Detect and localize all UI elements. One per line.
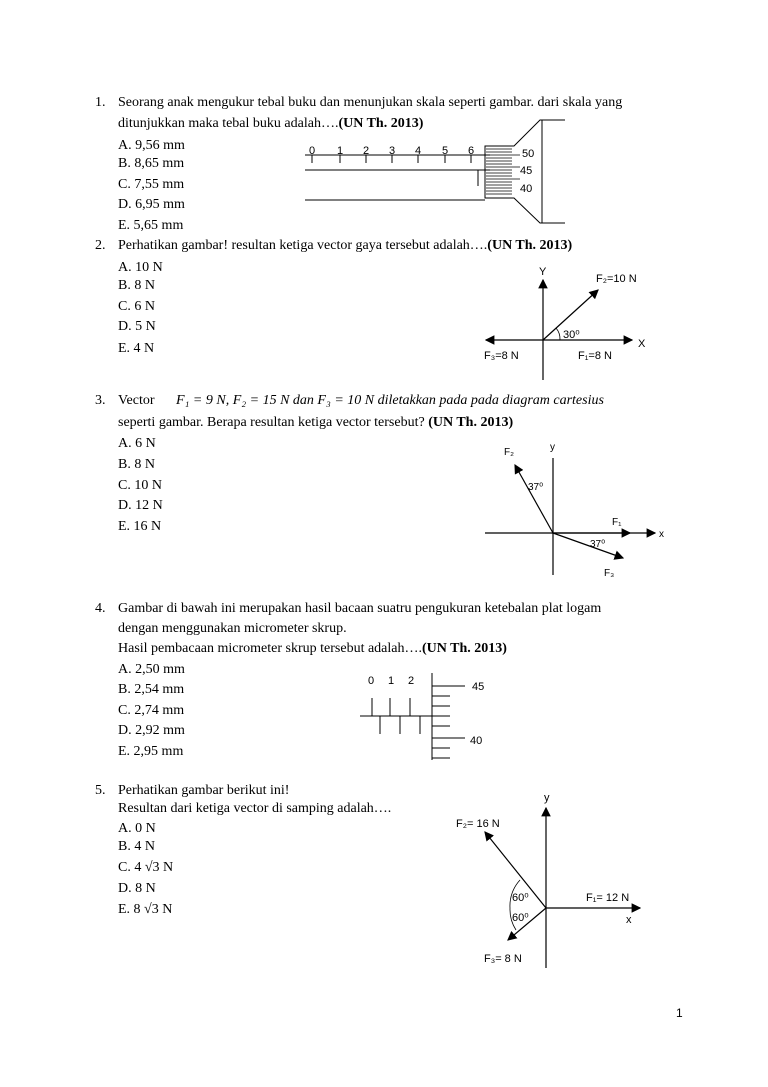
q2-angle-label: 30⁰	[563, 329, 580, 341]
q2-y-label: Y	[539, 266, 547, 278]
q2-angle-arc	[556, 328, 560, 340]
q4-thimble-label-40: 40	[470, 735, 483, 747]
q3-f2-label: F₂	[504, 447, 514, 458]
q5-option-a[interactable]: A. 0 N	[118, 821, 156, 836]
q3-y-label: y	[550, 442, 555, 453]
q4-micrometer-figure	[360, 668, 500, 768]
q2-option-a[interactable]: A. 10 N	[118, 260, 163, 275]
q4-main-label-2: 2	[408, 675, 415, 687]
q3-f1-label: F₁	[612, 517, 622, 528]
q1-option-e[interactable]: E. 5,65 mm	[118, 218, 184, 233]
q3-vector-diagram	[480, 440, 680, 585]
q3-text-line1-b: F₁ = 9 N, F₂ = 15 N dan F₃ = 10 N diletakkan pada pada diagram cartesius	[176, 393, 604, 408]
q3-angle2-label: 37⁰	[590, 539, 606, 550]
q2-vector-diagram	[470, 262, 660, 382]
q5-text-line1: Perhatikan gambar berikut ini!	[118, 783, 290, 798]
q4-text-line2: dengan menggunakan micrometer skrup.	[118, 621, 347, 636]
q5-option-d[interactable]: D. 8 N	[118, 881, 156, 896]
q4-option-d[interactable]: D. 2,92 mm	[118, 723, 185, 738]
q1-main-label-1: 1	[337, 145, 344, 157]
q3-x-label: x	[659, 529, 664, 540]
q4-number: 4.	[95, 601, 106, 616]
q1-text-line2: ditunjukkan maka tebal buku adalah….(UN Th. 2013)	[118, 116, 424, 131]
q4-text-line3: Hasil pembacaan micrometer skrup tersebut adalah….(UN Th. 2013)	[118, 641, 507, 656]
q1-caliper-figure	[300, 118, 600, 228]
q5-option-b[interactable]: B. 4 N	[118, 839, 155, 854]
q3-f2-arrow	[515, 465, 553, 533]
q1-option-c[interactable]: C. 7,55 mm	[118, 177, 185, 192]
q1-number: 1.	[95, 95, 106, 110]
q2-option-c[interactable]: C. 6 N	[118, 299, 155, 314]
q3-option-c[interactable]: C. 10 N	[118, 478, 162, 493]
q2-option-b[interactable]: B. 8 N	[118, 278, 155, 293]
q2-text-line1: Perhatikan gambar! resultan ketiga vector gaya tersebut adalah….(UN Th. 2013)	[118, 238, 573, 253]
q1-option-b[interactable]: B. 8,65 mm	[118, 156, 185, 171]
q3-text-line2: seperti gambar. Berapa resultan ketiga vector tersebut? (UN Th. 2013)	[118, 415, 514, 430]
q3-f3-label: F₃	[604, 568, 615, 579]
q1-main-label-5: 5	[442, 145, 449, 157]
q4-option-a[interactable]: A. 2,50 mm	[118, 662, 185, 677]
q4-option-e[interactable]: E. 2,95 mm	[118, 744, 184, 759]
q5-angle2-label: 60⁰	[512, 912, 529, 924]
q3-number: 3.	[95, 393, 106, 408]
q1-text-line1: Seorang anak mengukur tebal buku dan menunjukan skala seperti gambar. dari skala yang	[118, 95, 623, 110]
q1-main-label-3: 3	[389, 145, 396, 157]
q5-f1-label: F₁= 12 N	[586, 892, 630, 904]
q2-option-e[interactable]: E. 4 N	[118, 341, 155, 356]
q4-text-line1: Gambar di bawah ini merupakan hasil bacaan suatru pengukuran ketebalan plat logam	[118, 601, 602, 616]
q1-thimble-label-45: 45	[520, 165, 533, 177]
page-number: 1	[676, 1006, 683, 1020]
q1-main-label-4: 4	[415, 145, 422, 157]
q3-option-e[interactable]: E. 16 N	[118, 519, 162, 534]
q5-vector-diagram	[450, 790, 660, 970]
q5-angle1-label: 60⁰	[512, 892, 529, 904]
q1-thimble-label-40: 40	[520, 183, 533, 195]
q2-f1-label: F₁=8 N	[578, 350, 612, 362]
q5-y-label: y	[544, 792, 550, 804]
q5-f2-label: F₂= 16 N	[456, 818, 500, 830]
q5-text-line2: Resultan dari ketiga vector di samping adalah….	[118, 801, 392, 816]
q1-main-label-6: 6	[468, 145, 475, 157]
q1-option-d[interactable]: D. 6,95 mm	[118, 197, 185, 212]
q2-f3-label: F₃=8 N	[484, 350, 519, 362]
q5-option-e[interactable]: E. 8 √3 N	[118, 902, 173, 917]
q2-f2-label: F₂=10 N	[596, 273, 637, 285]
q5-option-c[interactable]: C. 4 √3 N	[118, 860, 174, 875]
q5-f3-label: F₃= 8 N	[484, 953, 522, 965]
q3-option-a[interactable]: A. 6 N	[118, 436, 156, 451]
q1-option-a[interactable]: A. 9,56 mm	[118, 138, 185, 153]
q4-main-label-0: 0	[368, 675, 375, 687]
q2-x-label: X	[638, 338, 646, 350]
q3-angle1-label: 37⁰	[528, 482, 544, 493]
q1-main-label-2: 2	[363, 145, 370, 157]
q3-option-b[interactable]: B. 8 N	[118, 457, 155, 472]
q1-main-label-0: 0	[309, 145, 316, 157]
q4-thimble-label-45: 45	[472, 681, 485, 693]
q1-thimble-label-50: 50	[522, 148, 535, 160]
q4-option-c[interactable]: C. 2,74 mm	[118, 703, 185, 718]
q4-thimble-ticks	[432, 686, 465, 758]
q3-option-d[interactable]: D. 12 N	[118, 498, 163, 513]
q2-number: 2.	[95, 238, 106, 253]
q5-x-label: x	[626, 914, 632, 926]
q4-option-b[interactable]: B. 2,54 mm	[118, 682, 185, 697]
q3-text-line1-a: Vector	[118, 393, 155, 408]
q3-f3-arrow	[553, 533, 623, 558]
q2-option-d[interactable]: D. 5 N	[118, 319, 156, 334]
q5-number: 5.	[95, 783, 106, 798]
q4-main-label-1: 1	[388, 675, 395, 687]
